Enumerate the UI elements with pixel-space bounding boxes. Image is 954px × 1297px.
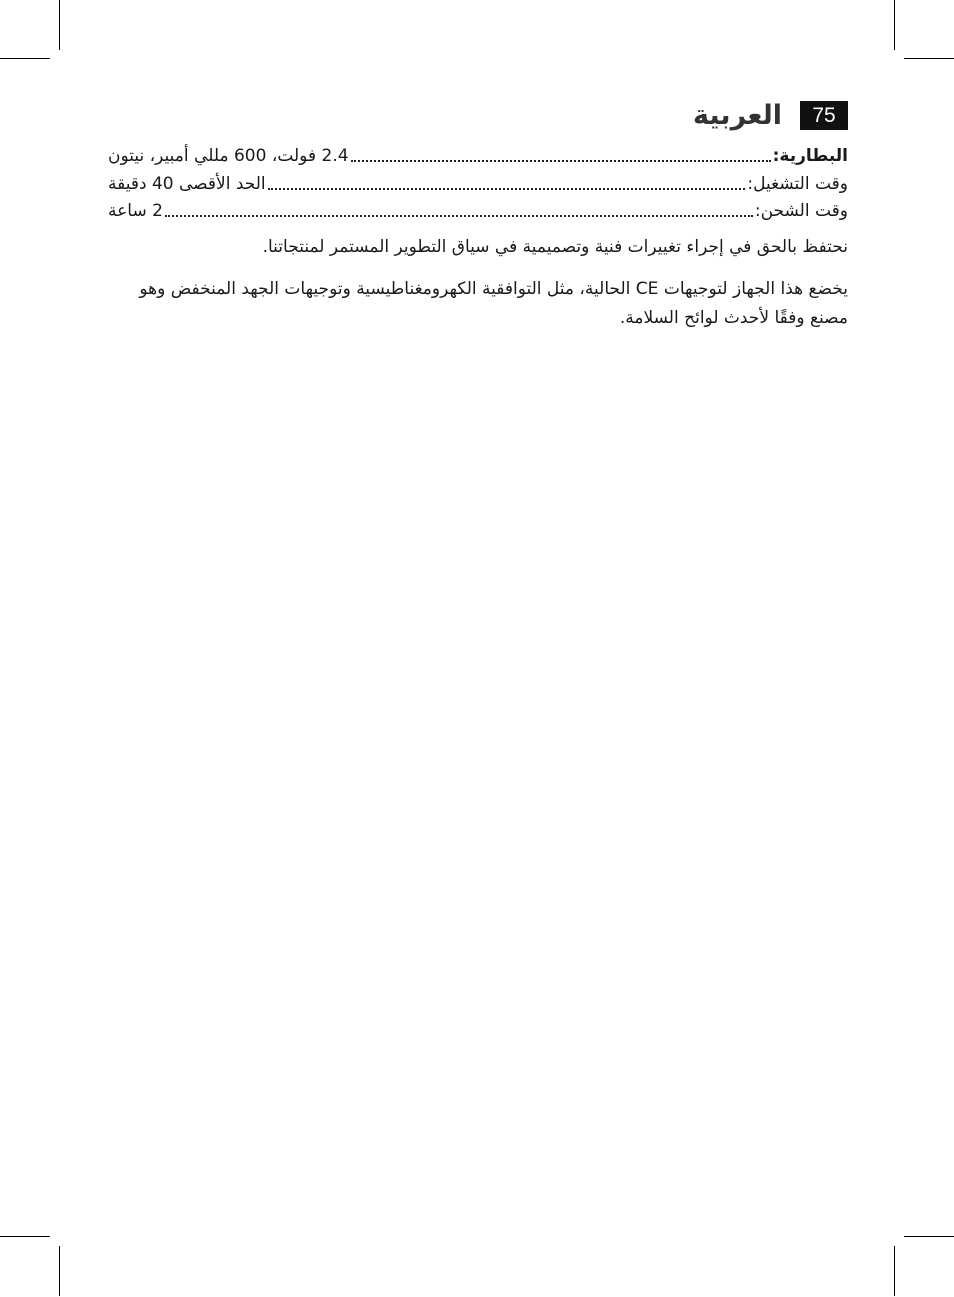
crop-mark-bottom-right-horizontal [904, 1236, 954, 1237]
section-title: العربية [693, 100, 782, 131]
spec-label: البطارية: [772, 146, 848, 166]
spec-label: وقت الشحن: [754, 201, 848, 221]
spec-row-charging-time [108, 197, 848, 223]
crop-mark-top-right-vertical [894, 0, 895, 50]
spec-value: الحد الأقصى 40 دقيقة [108, 174, 266, 194]
crop-mark-bottom-left-horizontal [0, 1236, 50, 1237]
crop-mark-top-left-horizontal [0, 58, 50, 59]
paragraph-ce-compliance: يخضع هذا الجهاز لتوجيهات CE الحالية، مثل التوافقية الكهرومغناطيسية وتوجيهات الجهد المنخفض وهو مصنع وفقًا لأحدث لوائح السلامة. [139, 279, 848, 328]
spec-value: 2.4 فولت، 600 مللي أمبير، نيتون [108, 146, 349, 166]
dot-leader [351, 159, 771, 162]
dot-leader [268, 187, 746, 190]
spec-row-runtime [108, 170, 848, 196]
crop-mark-top-left-vertical [59, 0, 60, 50]
crop-mark-bottom-right-vertical [894, 1246, 895, 1296]
spec-row-battery [108, 142, 848, 168]
paragraph-technical-changes: نحتفظ بالحق في إجراء تغييرات فنية وتصميمية في سياق التطوير المستمر لمنتجاتنا. [262, 237, 848, 257]
dot-leader [165, 214, 753, 217]
crop-mark-bottom-left-vertical [59, 1246, 60, 1296]
spec-value: 2 ساعة [108, 201, 163, 221]
crop-mark-top-right-horizontal [904, 58, 954, 59]
page-number: 75 [800, 101, 848, 130]
page-header [693, 100, 848, 131]
spec-label: وقت التشغيل: [747, 174, 848, 194]
